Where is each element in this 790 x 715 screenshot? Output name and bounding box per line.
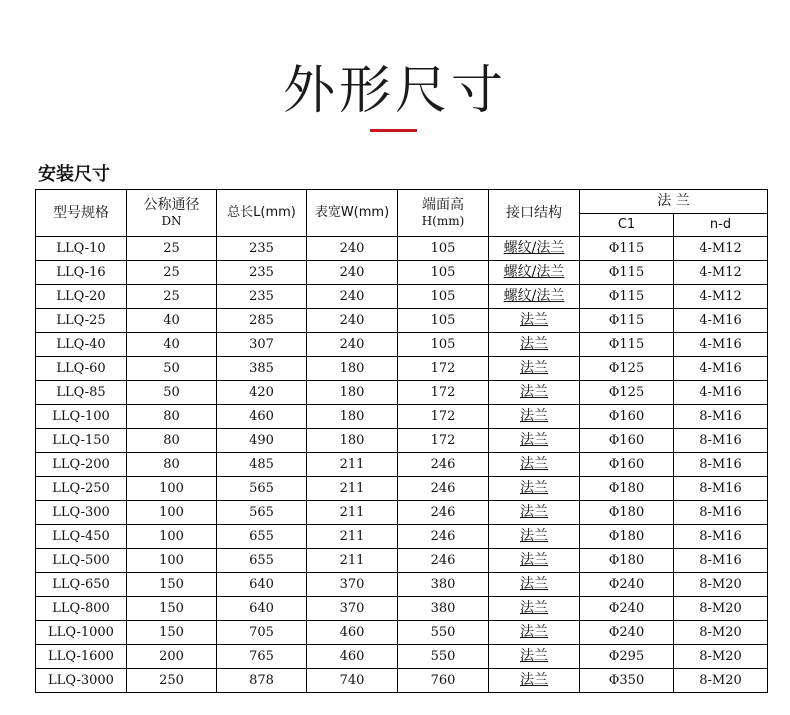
- cell-width: 240: [307, 261, 398, 285]
- cell-c1: Φ350: [580, 669, 674, 693]
- cell-nd: 8-M16: [674, 477, 768, 501]
- cell-model: LLQ-1000: [36, 621, 127, 645]
- cell-width: 370: [307, 597, 398, 621]
- cell-c1: Φ240: [580, 597, 674, 621]
- cell-interface: [489, 477, 580, 501]
- cell-interface: [489, 669, 580, 693]
- cell-nd: 8-M16: [674, 549, 768, 573]
- cell-width: 370: [307, 573, 398, 597]
- cell-interface: [489, 597, 580, 621]
- cell-width: 211: [307, 477, 398, 501]
- interface-text: 法兰: [520, 384, 548, 400]
- cell-height: 550: [398, 645, 489, 669]
- cell-width: 180: [307, 429, 398, 453]
- interface-text: 法兰: [520, 672, 548, 688]
- interface-text: 法兰: [520, 432, 548, 448]
- cell-height: 760: [398, 669, 489, 693]
- cell-model: LLQ-16: [36, 261, 127, 285]
- interface-text: 法兰: [520, 360, 548, 376]
- table-row: [36, 573, 768, 597]
- header-height-label: 端面高: [422, 197, 464, 213]
- cell-dn: 100: [127, 477, 217, 501]
- cell-dn: 150: [127, 573, 217, 597]
- cell-width: 240: [307, 237, 398, 261]
- interface-text: 螺纹/法兰: [503, 288, 565, 304]
- table-row: [36, 333, 768, 357]
- interface-text: 法兰: [520, 552, 548, 568]
- cell-model: LLQ-10: [36, 237, 127, 261]
- cell-c1: Φ115: [580, 261, 674, 285]
- cell-dn: 50: [127, 357, 217, 381]
- cell-interface: [489, 309, 580, 333]
- cell-c1: Φ160: [580, 429, 674, 453]
- section-title: 安装尺寸: [38, 164, 110, 185]
- cell-model: LLQ-85: [36, 381, 127, 405]
- cell-model: LLQ-3000: [36, 669, 127, 693]
- table-header-row: [36, 190, 768, 214]
- cell-height: 246: [398, 525, 489, 549]
- cell-model: LLQ-650: [36, 573, 127, 597]
- table-row: [36, 621, 768, 645]
- table-row: [36, 525, 768, 549]
- interface-text: 法兰: [520, 600, 548, 616]
- cell-c1: Φ160: [580, 453, 674, 477]
- table-row: [36, 237, 768, 261]
- cell-nd: 4-M16: [674, 309, 768, 333]
- cell-length: 878: [217, 669, 307, 693]
- cell-length: 565: [217, 477, 307, 501]
- cell-height: 246: [398, 453, 489, 477]
- cell-model: LLQ-60: [36, 357, 127, 381]
- table-row: [36, 405, 768, 429]
- cell-interface: [489, 549, 580, 573]
- cell-model: LLQ-25: [36, 309, 127, 333]
- cell-dn: 100: [127, 525, 217, 549]
- cell-model: LLQ-800: [36, 597, 127, 621]
- page-title: 外形尺寸: [282, 61, 507, 121]
- cell-length: 655: [217, 549, 307, 573]
- title-underline-accent: [370, 129, 417, 132]
- interface-text: 螺纹/法兰: [503, 240, 565, 256]
- cell-width: 211: [307, 453, 398, 477]
- cell-width: 240: [307, 333, 398, 357]
- cell-c1: Φ115: [580, 285, 674, 309]
- cell-interface: [489, 261, 580, 285]
- cell-length: 235: [217, 237, 307, 261]
- table-row: [36, 453, 768, 477]
- cell-dn: 250: [127, 669, 217, 693]
- cell-dn: 80: [127, 405, 217, 429]
- cell-model: LLQ-450: [36, 525, 127, 549]
- table-row: [36, 645, 768, 669]
- cell-model: LLQ-200: [36, 453, 127, 477]
- cell-c1: Φ125: [580, 357, 674, 381]
- cell-length: 765: [217, 645, 307, 669]
- cell-length: 655: [217, 525, 307, 549]
- cell-height: 105: [398, 309, 489, 333]
- interface-text: 法兰: [520, 456, 548, 472]
- cell-nd: 4-M12: [674, 237, 768, 261]
- table-body: [36, 237, 768, 693]
- table-row: [36, 261, 768, 285]
- header-width: 表宽W(mm): [307, 190, 398, 237]
- cell-width: 740: [307, 669, 398, 693]
- table-row: [36, 549, 768, 573]
- cell-height: 105: [398, 237, 489, 261]
- cell-interface: [489, 573, 580, 597]
- header-height: [398, 190, 489, 237]
- cell-c1: Φ180: [580, 501, 674, 525]
- cell-width: 460: [307, 621, 398, 645]
- cell-dn: 80: [127, 429, 217, 453]
- cell-nd: 4-M16: [674, 333, 768, 357]
- cell-height: 550: [398, 621, 489, 645]
- cell-interface: [489, 429, 580, 453]
- cell-width: 180: [307, 405, 398, 429]
- cell-width: 211: [307, 525, 398, 549]
- interface-text: 法兰: [520, 624, 548, 640]
- cell-c1: Φ115: [580, 309, 674, 333]
- cell-dn: 40: [127, 309, 217, 333]
- cell-length: 235: [217, 261, 307, 285]
- cell-nd: 8-M20: [674, 645, 768, 669]
- table-row: [36, 477, 768, 501]
- header-dn-unit: DN: [161, 214, 182, 228]
- cell-c1: Φ125: [580, 381, 674, 405]
- cell-c1: Φ180: [580, 525, 674, 549]
- cell-nd: 8-M20: [674, 669, 768, 693]
- cell-dn: 25: [127, 285, 217, 309]
- cell-interface: [489, 621, 580, 645]
- cell-model: LLQ-20: [36, 285, 127, 309]
- cell-height: 105: [398, 285, 489, 309]
- cell-c1: Φ115: [580, 333, 674, 357]
- cell-nd: 8-M20: [674, 573, 768, 597]
- cell-interface: [489, 237, 580, 261]
- cell-dn: 25: [127, 261, 217, 285]
- interface-text: 法兰: [520, 336, 548, 352]
- cell-model: LLQ-40: [36, 333, 127, 357]
- cell-nd: 8-M16: [674, 453, 768, 477]
- cell-interface: [489, 357, 580, 381]
- header-model: 型号规格: [36, 190, 127, 237]
- cell-length: 565: [217, 501, 307, 525]
- header-interface: 接口结构: [489, 190, 580, 237]
- cell-dn: 150: [127, 597, 217, 621]
- header-c1: C1: [580, 213, 674, 237]
- header-flange: 法 兰: [580, 190, 768, 214]
- installation-dimensions-table: [35, 189, 768, 693]
- cell-interface: [489, 405, 580, 429]
- cell-length: 705: [217, 621, 307, 645]
- interface-text: 法兰: [520, 504, 548, 520]
- cell-c1: Φ115: [580, 237, 674, 261]
- cell-height: 246: [398, 549, 489, 573]
- table-row: [36, 309, 768, 333]
- cell-height: 105: [398, 333, 489, 357]
- header-length: 总长L(mm): [217, 190, 307, 237]
- cell-width: 180: [307, 357, 398, 381]
- cell-length: 460: [217, 405, 307, 429]
- table-row: [36, 357, 768, 381]
- cell-nd: 4-M12: [674, 261, 768, 285]
- cell-length: 385: [217, 357, 307, 381]
- cell-height: 172: [398, 429, 489, 453]
- cell-dn: 100: [127, 501, 217, 525]
- table-row: [36, 597, 768, 621]
- interface-text: 法兰: [520, 528, 548, 544]
- cell-length: 285: [217, 309, 307, 333]
- cell-model: LLQ-300: [36, 501, 127, 525]
- cell-height: 380: [398, 597, 489, 621]
- cell-nd: 8-M16: [674, 429, 768, 453]
- cell-height: 380: [398, 573, 489, 597]
- cell-c1: Φ180: [580, 549, 674, 573]
- interface-text: 法兰: [520, 408, 548, 424]
- cell-width: 240: [307, 285, 398, 309]
- cell-width: 240: [307, 309, 398, 333]
- cell-dn: 40: [127, 333, 217, 357]
- cell-model: LLQ-100: [36, 405, 127, 429]
- cell-interface: [489, 285, 580, 309]
- cell-width: 460: [307, 645, 398, 669]
- header-nd: n-d: [674, 213, 768, 237]
- cell-model: LLQ-500: [36, 549, 127, 573]
- cell-interface: [489, 525, 580, 549]
- interface-text: 法兰: [520, 648, 548, 664]
- cell-c1: Φ295: [580, 645, 674, 669]
- interface-text: 法兰: [520, 576, 548, 592]
- table-row: [36, 381, 768, 405]
- cell-width: 211: [307, 501, 398, 525]
- cell-model: LLQ-250: [36, 477, 127, 501]
- table-row: [36, 669, 768, 693]
- cell-c1: Φ240: [580, 573, 674, 597]
- table-row: [36, 285, 768, 309]
- cell-nd: 8-M16: [674, 525, 768, 549]
- cell-length: 235: [217, 285, 307, 309]
- cell-nd: 4-M16: [674, 357, 768, 381]
- cell-length: 640: [217, 597, 307, 621]
- cell-length: 420: [217, 381, 307, 405]
- cell-interface: [489, 645, 580, 669]
- cell-height: 172: [398, 357, 489, 381]
- cell-height: 246: [398, 501, 489, 525]
- header-dn: [127, 190, 217, 237]
- cell-height: 172: [398, 381, 489, 405]
- cell-c1: Φ180: [580, 477, 674, 501]
- cell-nd: 8-M20: [674, 621, 768, 645]
- cell-length: 640: [217, 573, 307, 597]
- cell-nd: 4-M16: [674, 381, 768, 405]
- cell-c1: Φ160: [580, 405, 674, 429]
- cell-nd: 4-M12: [674, 285, 768, 309]
- cell-dn: 80: [127, 453, 217, 477]
- cell-nd: 8-M16: [674, 405, 768, 429]
- table-row: [36, 501, 768, 525]
- cell-interface: [489, 453, 580, 477]
- header-dn-label: 公称通径: [143, 197, 200, 213]
- cell-dn: 50: [127, 381, 217, 405]
- cell-model: LLQ-1600: [36, 645, 127, 669]
- cell-nd: 8-M20: [674, 597, 768, 621]
- cell-dn: 200: [127, 645, 217, 669]
- cell-width: 211: [307, 549, 398, 573]
- cell-length: 307: [217, 333, 307, 357]
- cell-dn: 100: [127, 549, 217, 573]
- cell-length: 490: [217, 429, 307, 453]
- cell-height: 105: [398, 261, 489, 285]
- cell-model: LLQ-150: [36, 429, 127, 453]
- cell-interface: [489, 333, 580, 357]
- cell-dn: 25: [127, 237, 217, 261]
- cell-nd: 8-M16: [674, 501, 768, 525]
- table-row: [36, 429, 768, 453]
- cell-interface: [489, 501, 580, 525]
- cell-width: 180: [307, 381, 398, 405]
- cell-height: 172: [398, 405, 489, 429]
- cell-length: 485: [217, 453, 307, 477]
- cell-c1: Φ240: [580, 621, 674, 645]
- header-height-unit: H(mm): [421, 214, 465, 228]
- cell-interface: [489, 381, 580, 405]
- cell-height: 246: [398, 477, 489, 501]
- interface-text: 法兰: [520, 480, 548, 496]
- interface-text: 螺纹/法兰: [503, 264, 565, 280]
- interface-text: 法兰: [520, 312, 548, 328]
- cell-dn: 150: [127, 621, 217, 645]
